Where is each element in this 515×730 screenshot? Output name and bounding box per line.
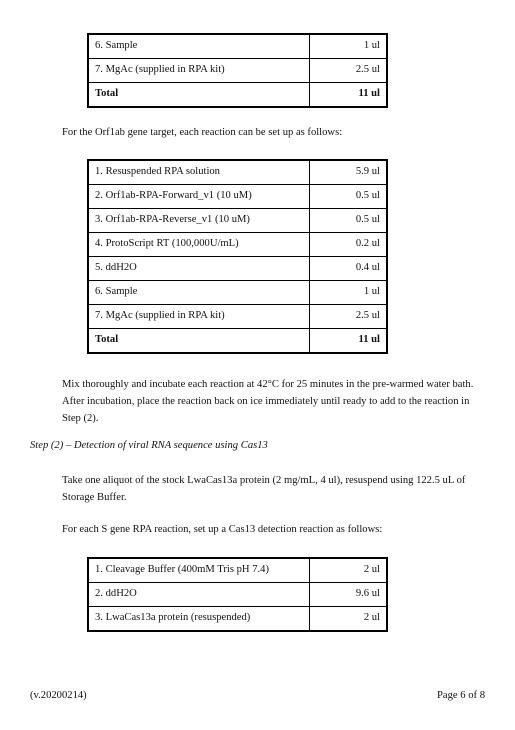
row-label: 3. Orf1ab-RPA-Reverse_v1 (10 uM) <box>88 209 310 233</box>
table-row <box>88 281 387 305</box>
row-value: 1 ul <box>310 281 388 305</box>
row-value: 2.5 ul <box>310 305 388 329</box>
row-label: 1. Cleavage Buffer (400mM Tris pH 7.4) <box>88 558 310 583</box>
rpa-table-continued <box>87 33 388 108</box>
cas13-intro: For each S gene RPA reaction, set up a Cas13 detection reaction as follows: <box>62 524 383 535</box>
row-label: Total <box>88 329 310 354</box>
table-row <box>88 34 387 59</box>
table-row <box>88 185 387 209</box>
aliquot-paragraph: Take one aliquot of the stock LwaCas13a protein (2 mg/mL, 4 ul), resuspend using 122.5 uL of Storage Buffer. <box>62 475 466 503</box>
table-row <box>88 59 387 83</box>
footer-version: (v.20200214) <box>30 690 87 701</box>
row-value: 5.9 ul <box>310 160 388 185</box>
row-value: 0.4 ul <box>310 257 388 281</box>
row-label: 4. ProtoScript RT (100,000U/mL) <box>88 233 310 257</box>
incubation-paragraph: Mix thoroughly and incubate each reaction at 42°C for 25 minutes in the pre-warmed water bath. After incubation, place the reaction back on ice immediately until ready to add to the reaction in Step (2). <box>62 379 474 424</box>
table-row <box>88 305 387 329</box>
row-label: 6. Sample <box>88 34 310 59</box>
row-value: 0.5 ul <box>310 185 388 209</box>
orf1ab-reaction-table <box>87 159 388 354</box>
row-label: 2. ddH2O <box>88 583 310 607</box>
row-value: 0.5 ul <box>310 209 388 233</box>
row-label: 1. Resuspended RPA solution <box>88 160 310 185</box>
cas13-reaction-table <box>87 557 388 632</box>
step2-heading: Step (2) – Detection of viral RNA sequence using Cas13 <box>30 440 268 451</box>
row-value: 9.6 ul <box>310 583 388 607</box>
row-label: 6. Sample <box>88 281 310 305</box>
table-row <box>88 607 387 632</box>
row-value: 11 ul <box>310 329 388 354</box>
row-label: Total <box>88 83 310 108</box>
table-row <box>88 558 387 583</box>
table-row <box>88 209 387 233</box>
row-value: 2 ul <box>310 607 388 632</box>
row-value: 0.2 ul <box>310 233 388 257</box>
row-value: 2 ul <box>310 558 388 583</box>
table-row <box>88 583 387 607</box>
row-label: 7. MgAc (supplied in RPA kit) <box>88 59 310 83</box>
footer-page-number: Page 6 of 8 <box>437 690 485 701</box>
row-value: 1 ul <box>310 34 388 59</box>
table-row <box>88 257 387 281</box>
row-label: 5. ddH2O <box>88 257 310 281</box>
orf1ab-intro: For the Orf1ab gene target, each reaction can be set up as follows: <box>62 127 343 138</box>
table-row <box>88 233 387 257</box>
table-row-total <box>88 329 387 354</box>
table-row <box>88 160 387 185</box>
table-row-total <box>88 83 387 108</box>
row-label: 7. MgAc (supplied in RPA kit) <box>88 305 310 329</box>
row-value: 2.5 ul <box>310 59 388 83</box>
row-label: 3. LwaCas13a protein (resuspended) <box>88 607 310 632</box>
row-label: 2. Orf1ab-RPA-Forward_v1 (10 uM) <box>88 185 310 209</box>
row-value: 11 ul <box>310 83 388 108</box>
